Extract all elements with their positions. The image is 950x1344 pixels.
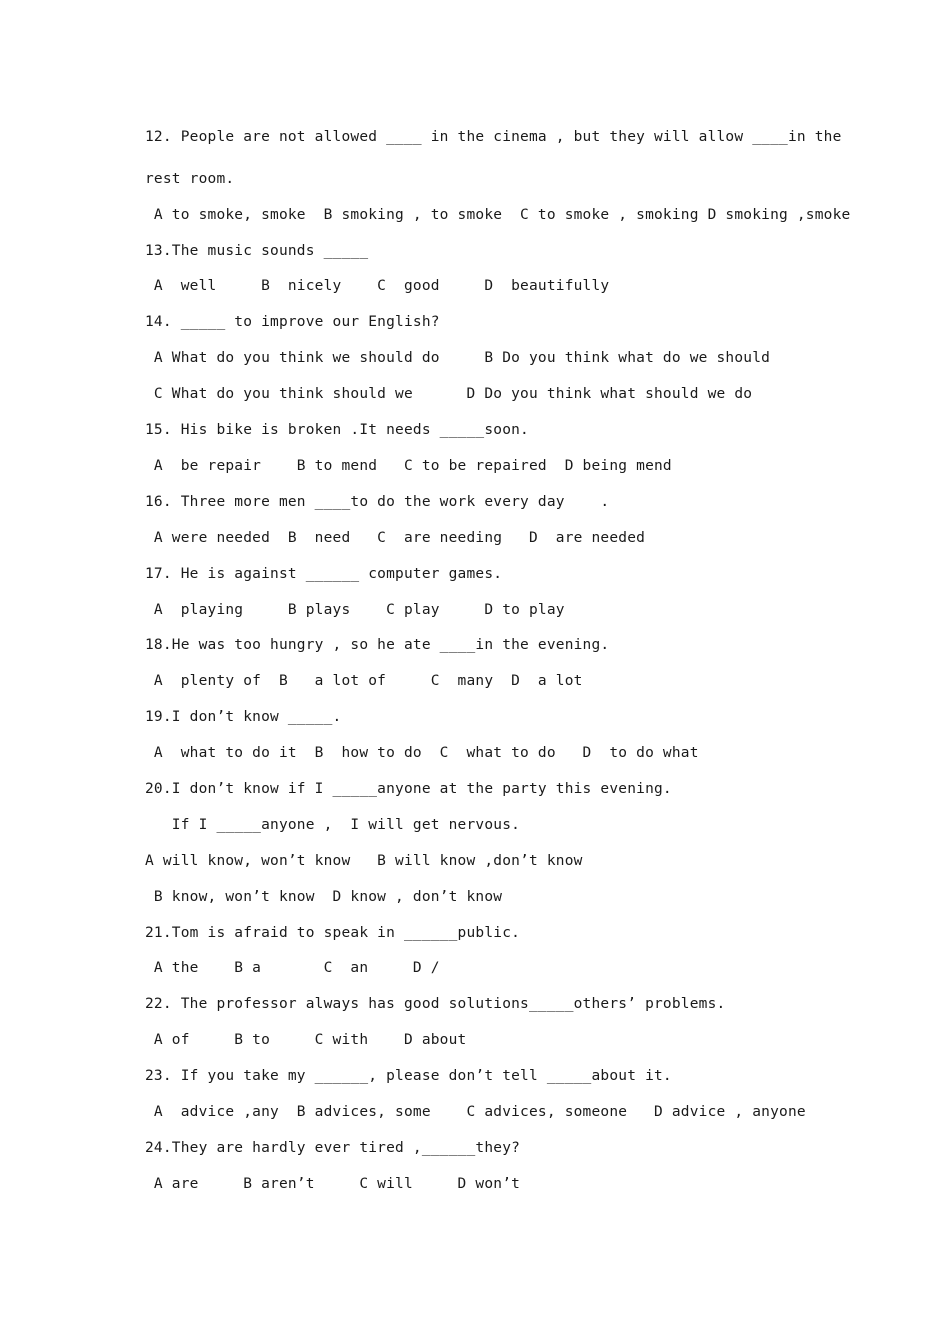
- question-13-stem: 13.The music sounds _____: [145, 243, 369, 259]
- question-22-options: A of B to C with D about: [145, 1032, 467, 1048]
- question-22-stem: 22. The professor always has good solutions_____others’ problems.: [145, 996, 726, 1012]
- question-20-options-cd: B know, won’t know D know , don’t know: [145, 889, 503, 905]
- question-18-options: A plenty of B a lot of C many D a lot: [145, 673, 583, 689]
- question-18-stem: 18.He was too hungry , so he ate ____in the evening.: [145, 637, 610, 653]
- question-14-stem: 14. _____ to improve our English?: [145, 314, 440, 330]
- question-17-options: A playing B plays C play D to play: [145, 602, 565, 618]
- question-21-stem: 21.Tom is afraid to speak in ______public.: [145, 925, 521, 941]
- question-15-options: A be repair B to mend C to be repaired D being mend: [145, 458, 672, 474]
- question-23-stem: 23. If you take my ______, please don’t tell _____about it.: [145, 1068, 672, 1084]
- question-16-stem: 16. Three more men ____to do the work every day .: [145, 494, 610, 510]
- question-12-stem: 12. People are not allowed ____ in the cinema , but they will allow ____in the: [145, 129, 842, 145]
- question-15-stem: 15. His bike is broken .It needs _____soon.: [145, 422, 529, 438]
- question-16-options: A were needed B need C are needing D are needed: [145, 530, 646, 546]
- question-12-stem-continued: rest room.: [145, 171, 235, 187]
- question-20-options-ab: A will know, won’t know B will know ,don’t know: [145, 853, 583, 869]
- question-19-stem: 19.I don’t know _____.: [145, 709, 342, 725]
- question-19-options: A what to do it B how to do C what to do D to do what: [145, 745, 699, 761]
- question-23-options: A advice ,any B advices, some C advices, someone D advice , anyone: [145, 1104, 806, 1120]
- question-20-stem-continued: If I _____anyone , I will get nervous.: [145, 817, 521, 833]
- question-24-options: A are B aren’t C will D won’t: [145, 1176, 521, 1192]
- question-14-options-cd: C What do you think should we D Do you think what should we do: [145, 386, 753, 402]
- question-21-options: A the B a C an D /: [145, 960, 440, 976]
- question-20-stem: 20.I don’t know if I _____anyone at the party this evening.: [145, 781, 672, 797]
- question-13-options: A well B nicely C good D beautifully: [145, 278, 610, 294]
- question-14-options-ab: A What do you think we should do B Do you think what do we should: [145, 350, 771, 366]
- question-12-options: A to smoke, smoke B smoking , to smoke C to smoke , smoking D smoking ,smoke: [145, 207, 851, 223]
- question-24-stem: 24.They are hardly ever tired ,______they?: [145, 1140, 521, 1156]
- question-17-stem: 17. He is against ______ computer games.: [145, 566, 503, 582]
